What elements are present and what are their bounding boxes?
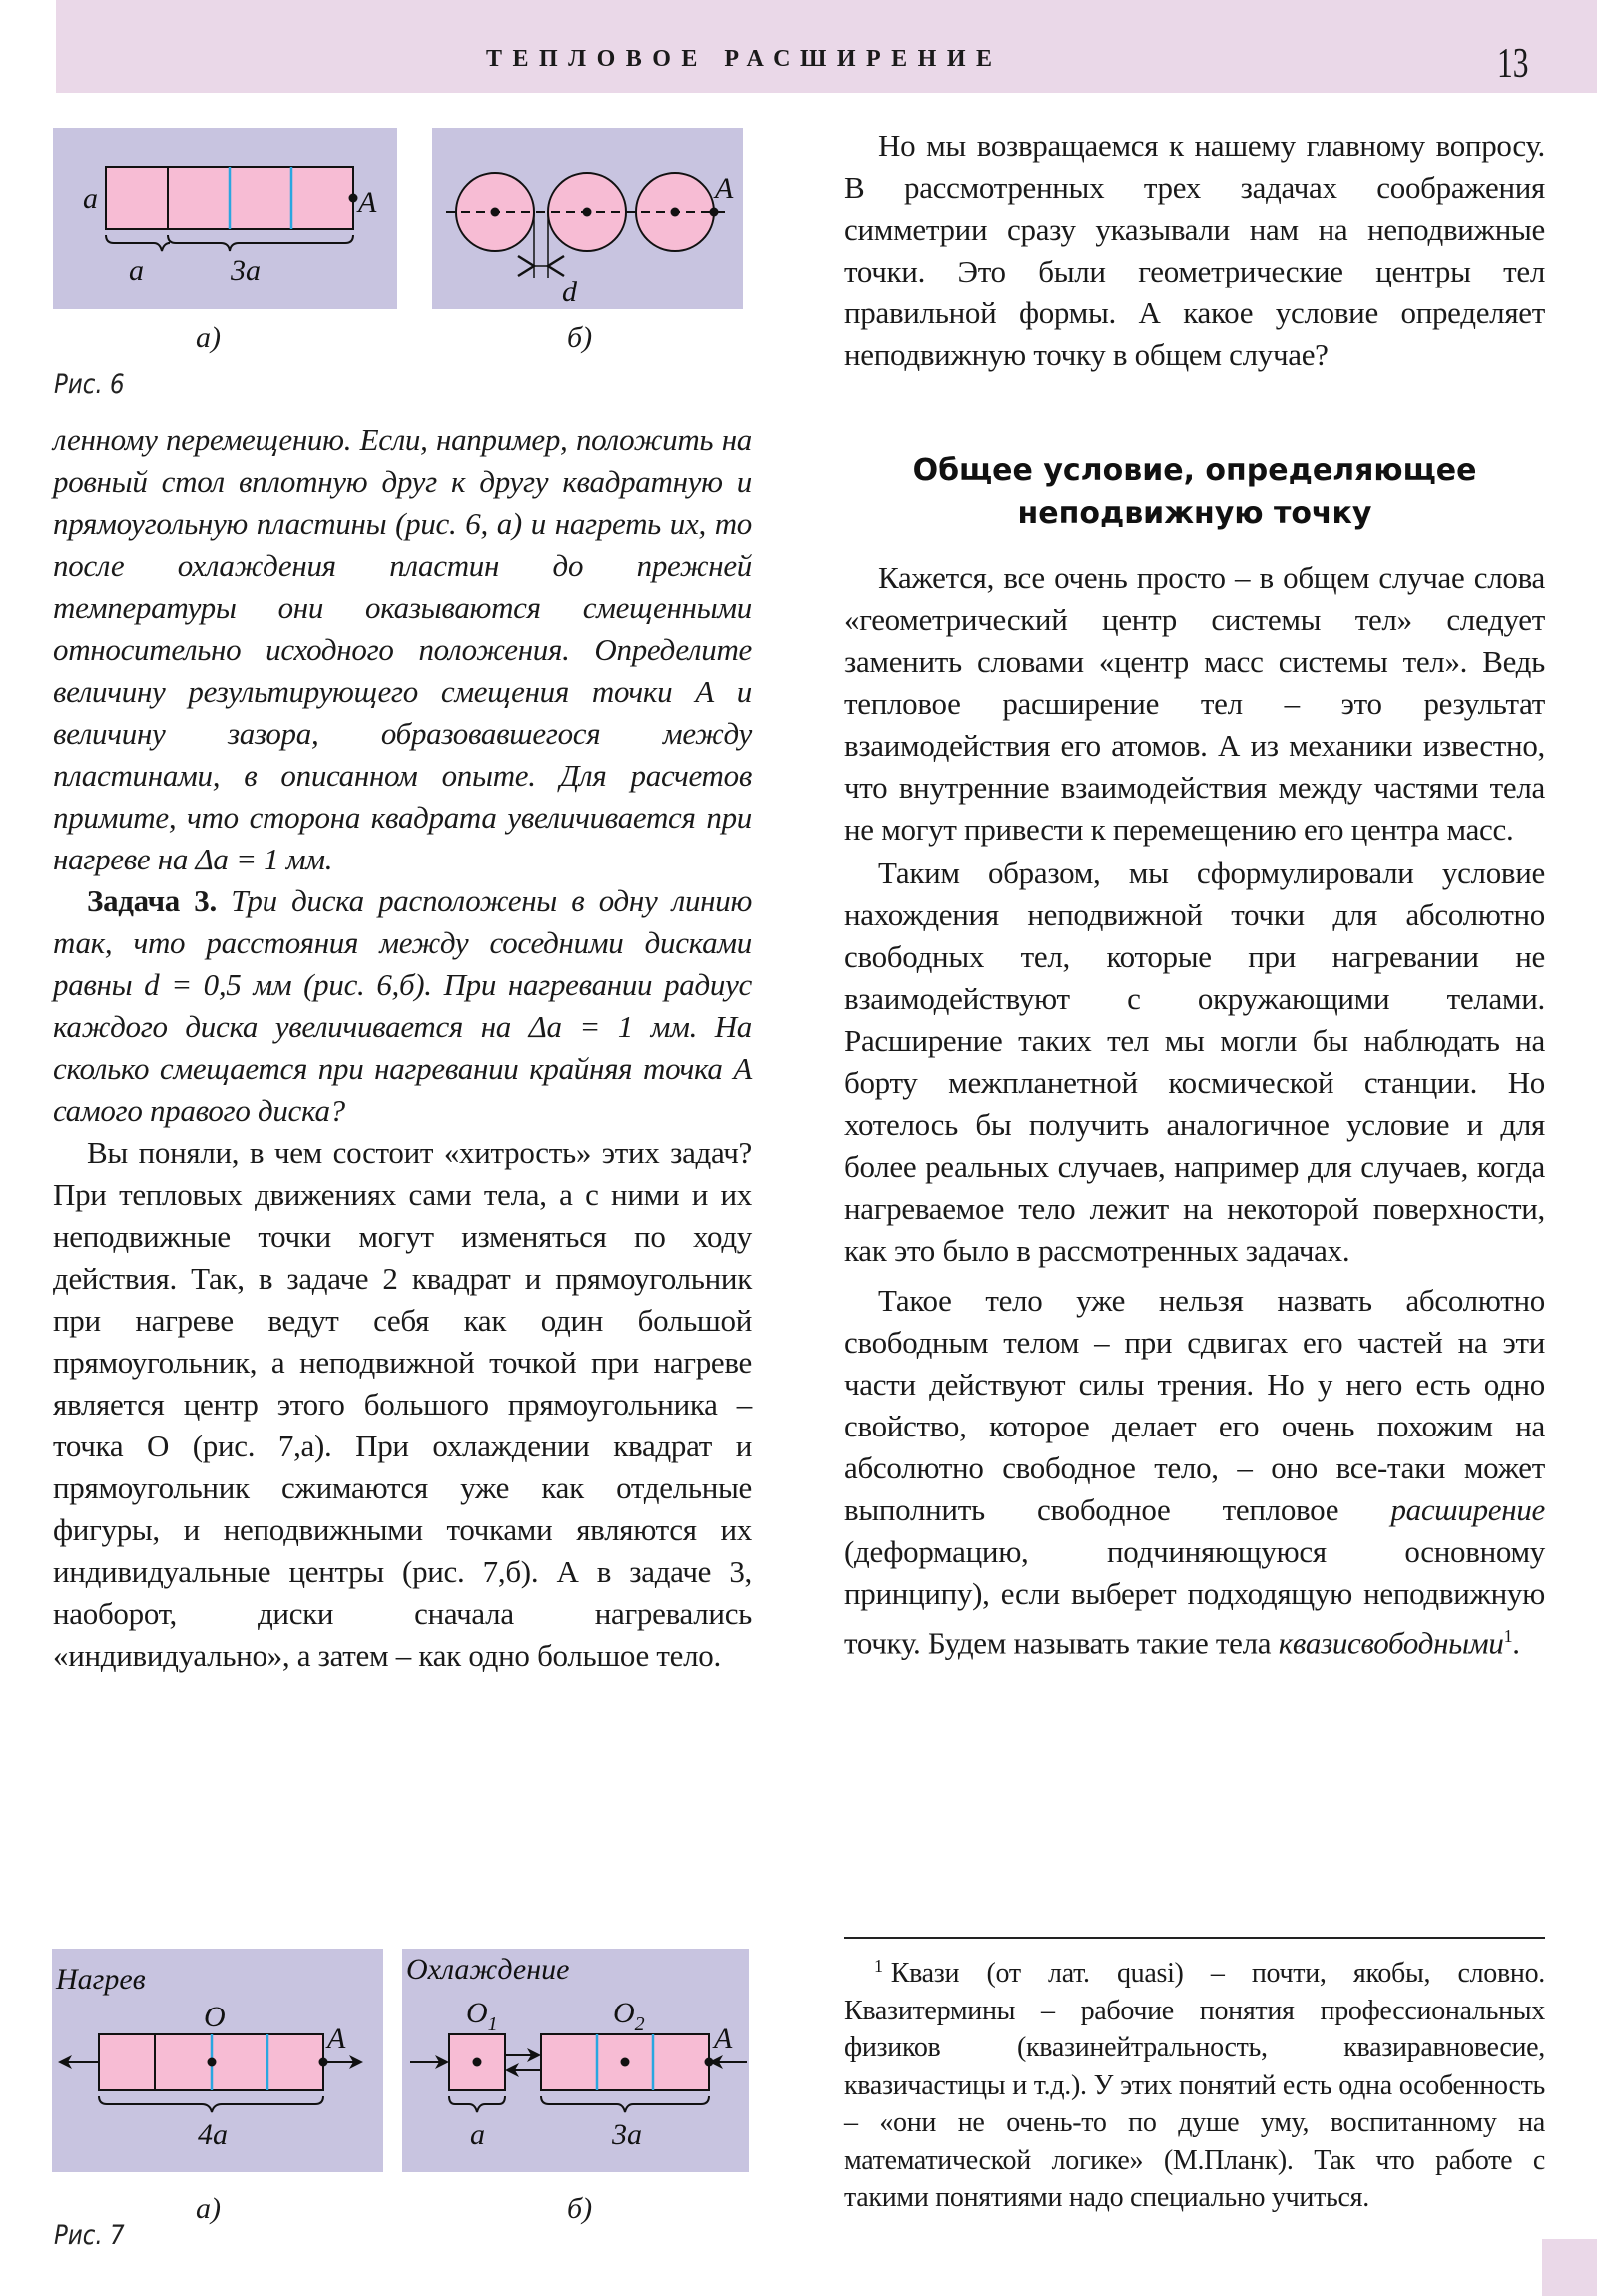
page-corner-tab: [1542, 2239, 1597, 2296]
footnote-divider: [844, 1937, 1545, 1939]
figure-7-label: Рис. 7: [54, 2220, 125, 2251]
section-heading-line1: Общее условие, определяющее: [912, 453, 1477, 488]
cooling-title: Охлаждение: [406, 1953, 570, 1986]
figure-7b: [402, 1949, 749, 2172]
text-run: Такое тело уже нельзя назвать абсолютно свободным телом – при сдвигах его частей на эти части действуют силы трения. Но у него есть одно свойство, которое делает его очень похожим на абсолютно свободное тело, – оно все-таки может выполнить свободное тепловое: [844, 1283, 1545, 1527]
text-run: .: [1512, 1625, 1520, 1661]
center-o-label: O: [204, 2001, 226, 2033]
paragraph-return: Но мы возвращаемся к нашему главному вопросу. В рассмотренных трех задачах соображения симметрии сразу указывали нам на неподвижные точки. Это были геометрические центры тел правильной формы. А какое условие определяет неподвижную точку в общем случае?: [844, 128, 1545, 372]
point-a-label: A: [715, 172, 734, 205]
cooling-diagram: [402, 1949, 749, 2172]
brace-label-3a: 3a: [612, 2118, 642, 2151]
right-column-intro: [844, 125, 1545, 376]
emphasis-quasi-free: квазисвободными: [1278, 1625, 1504, 1661]
figure-7b-caption: б): [567, 2192, 593, 2225]
brace-label-a: a: [129, 254, 144, 287]
figure-7a-caption: а): [196, 2192, 221, 2225]
brace-label-a: a: [470, 2118, 485, 2151]
text-run: (деформацию, подчиняющуюся основному принципу), если выберет подходящую неподвижную точку. Будем называть такие тела: [844, 1534, 1545, 1661]
figure-7a: [52, 1949, 383, 2172]
problem-2-text: ленному перемещению. Если, например, положить на ровный стол вплотную друг к другу квадратную и прямоугольную пластины (рис. 6, а) и нагреть их, то после охлаждения пластин до прежней температуры они оказываются смещенными относительно исходного положения. Определите величину результирующего смещения точки А и величину зазора, образовавшегося между пластинами, в описанном опыте. Для расчетов примите, что сторона квадрата увеличивается при нагреве на Δa = 1 мм.: [53, 422, 752, 876]
paragraph-free-bodies: Таким образом, мы сформулировали условие нахождения неподвижной точки для абсолютно свободных тел, которые при нагревании не взаимодействуют с окружающими телами. Расширение таких тел мы могли бы наблюдать на борту межпланетной космической станции. Но хотелось бы получить аналогичное условие и для более реальных случаев, например для случаев, когда нагреваемое тело лежит на некоторой поверхности, как это было в рассмотренных задачах.: [844, 856, 1545, 1268]
emphasis-expansion: расширение: [1390, 1492, 1545, 1527]
footnote-text: Квази (от лат. quasi) – почти, якобы, словно. Квазитермины – рабочие понятия профессиональных физиков (квазинейтральность, квазиравновесие, квазичастицы и т.д.). У этих понятий есть одна особенность – «они не очень-то по душе уму, воспитанному на математической логике» (М.Планк). Так что работе с такими понятиями надо специально учиться.: [844, 1958, 1545, 2213]
problem-3-text: Три диска расположены в одну линию так, что расстояния между соседними дисками равны d = 0,5 мм (рис. 6,б). При нагревании радиус каждого диска увеличивается на Δa = 1 мм. На сколько смещается при нагревании крайняя точка А самого правого диска?: [53, 883, 753, 1128]
right-column-body: [844, 557, 1545, 1664]
brace-label-4a: 4a: [198, 2118, 228, 2151]
figure-6a-caption: а): [196, 321, 221, 354]
section-heading: [844, 449, 1545, 535]
footnote-marker: 1: [874, 1956, 883, 1976]
center-o1-label: $O_1$: [466, 1997, 498, 2035]
figure-6b-caption: б): [567, 321, 593, 354]
figure-6-label: Рис. 6: [54, 369, 125, 400]
paragraph-center-of-mass: Кажется, все очень просто – в общем случае слова «геометрический центр системы тел» следует заменить словами «центр масс системы тел». Ведь тепловое расширение тел – это результат взаимодействия его атомов. А из механики известно, что внутренние взаимодействия между частями тела не могут привести к перемещению его центра масс.: [844, 560, 1545, 847]
discs-diagram: [432, 128, 743, 309]
paragraph-quasi-free: [844, 1280, 1545, 1664]
footnote: [844, 1948, 1545, 2217]
problem-3-lead: Задача 3.: [87, 883, 217, 918]
center-o2-label: $O_2$: [613, 1997, 645, 2035]
gap-label: d: [562, 276, 577, 308]
point-a-label: A: [358, 186, 377, 219]
heating-diagram: [52, 1949, 383, 2172]
point-a-label: A: [714, 2022, 733, 2055]
brace-label-3a: 3a: [231, 254, 261, 287]
problem-3: [53, 880, 752, 1132]
figure-6a: [53, 128, 397, 309]
point-a-label: A: [327, 2022, 346, 2055]
left-column: [53, 419, 752, 1677]
paragraph-trick: Вы поняли, в чем состоит «хитрость» этих задач? При тепловых движениях сами тела, а с ними и их неподвижные точки могут изменяться по ходу действия. Так, в задаче 2 квадрат и прямоугольник при нагреве ведут себя как один большой прямоугольник, а неподвижной точкой при нагреве является центр этого большого прямоугольника – точка O (рис. 7,а). При охлаждении квадрат и прямоугольник сжимаются уже как отдельные фигуры, и неподвижными точками являются их индивидуальные центры (рис. 7,б). А в задаче 3, наоборот, диски сначала нагревались «индивидуально», а затем – как одно большое тело.: [53, 1135, 752, 1673]
section-heading-line2: неподвижную точку: [1017, 496, 1372, 531]
figure-6b: [432, 128, 743, 309]
heating-title: Нагрев: [56, 1963, 146, 1996]
side-label: a: [83, 182, 98, 215]
running-title: ТЕПЛОВОЕ РАСШИРЕНИЕ: [486, 46, 1003, 72]
page-number: 13: [1497, 41, 1529, 87]
footnote-ref[interactable]: 1: [1503, 1626, 1513, 1646]
plates-diagram: [53, 128, 397, 309]
